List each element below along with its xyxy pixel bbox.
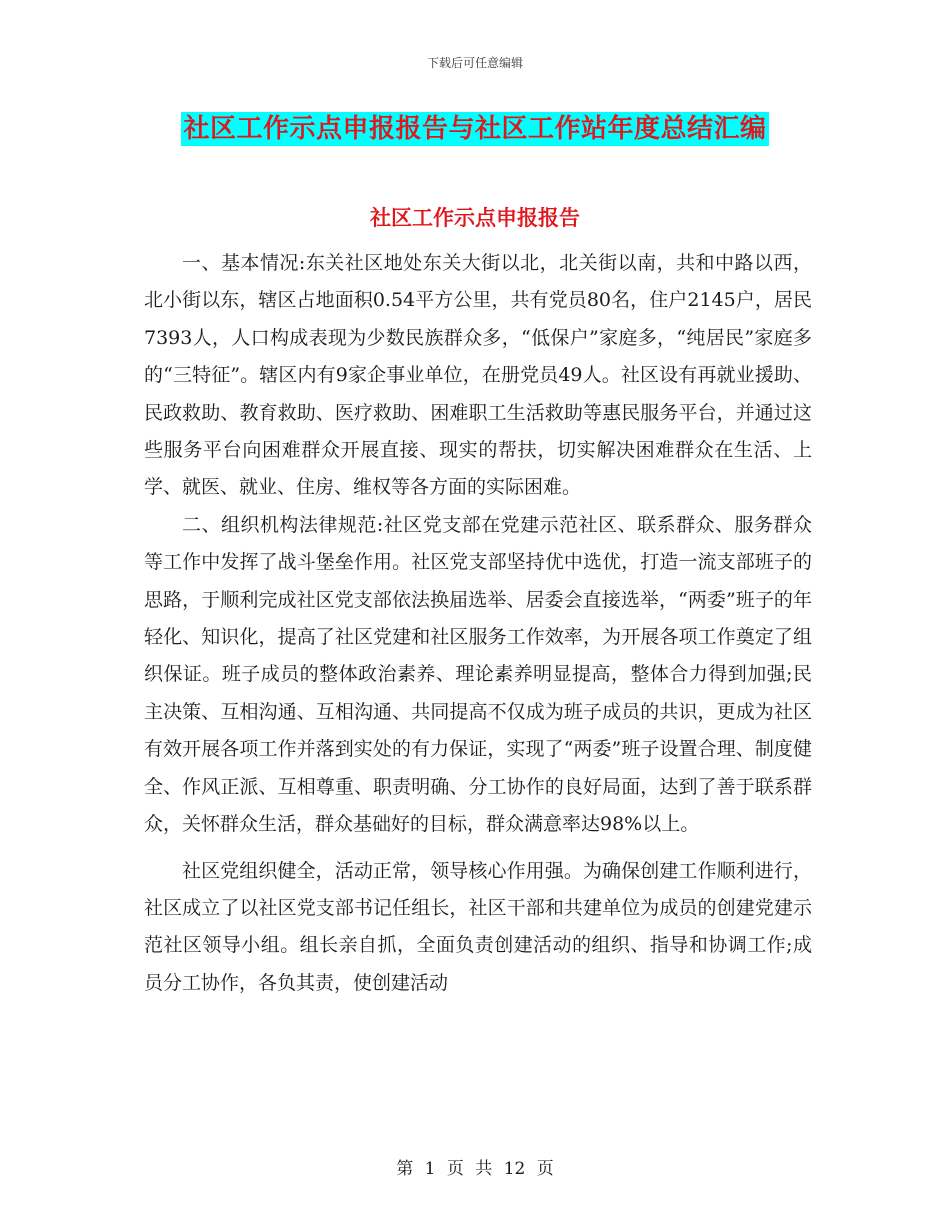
main-title-container: [0, 112, 950, 146]
paragraph-party-organization: 社区党组织健全，活动正常，领导核心作用强。为确保创建工作顺利进行，社区成立了以社区党支部书记任组长，社区干部和共建单位为成员的创建党建示范社区领导小组。组长亲自抓，全面负责创建活动的组织、指导和协调工作;成员分工协作，各负其责，使创建活动: [144, 859, 812, 994]
main-title: 社区工作示点申报报告与社区工作站年度总结汇编: [183, 114, 767, 144]
paragraph-basic-situation: 一、基本情况:东关社区地处东关大街以北，北关街以南，共和中路以西，北小街以东，辖区占地面积0.54平方公里，共有党员80名，住户2145户，居民7393人，人口构成表现为少数民族群众多，“低保户”家庭多，“纯居民”家庭多的“三特征”。辖区内有9家企事业单位，在册党员49人。社区设有再就业援助、民政救助、教育救助、医疗救助、困难职工生活救助等惠民服务平台，并通过这些服务平台向困难群众开展直接、现实的帮扶，切实解决困难群众在生活、上学、就医、就业、住房、维权等各方面的实际困难。: [144, 252, 812, 499]
section-title: 社区工作示点申报报告: [370, 206, 580, 230]
page-footer: 第 1 页 共 12 页: [396, 1159, 554, 1179]
body-text: [144, 245, 812, 1002]
header-note: 下载后可任意编辑: [426, 56, 523, 70]
paragraph-organization: 二、组织机构法律规范:社区党支部在党建示范社区、联系群众、服务群众等工作中发挥了战斗堡垒作用。社区党支部坚持优中选优，打造一流支部班子的思路，于顺利完成社区党支部依法换届选举、居委会直接选举，“两委”班子的年轻化、知识化，提高了社区党建和社区服务工作效率，为开展各项工作奠定了组织保证。班子成员的整体政治素养、理论素养明显提高，整体合力得到加强;民主决策、互相沟通、互相沟通、共同提高不仅成为班子成员的共识，更成为社区有效开展各项工作并落到实处的有力保证，实现了“两委”班子设置合理、制度健全、作风正派、互相尊重、职责明确、分工协作的良好局面，达到了善于联系群众，关怀群众生活，群众基础好的目标，群众满意率达98%以上。: [144, 513, 812, 836]
